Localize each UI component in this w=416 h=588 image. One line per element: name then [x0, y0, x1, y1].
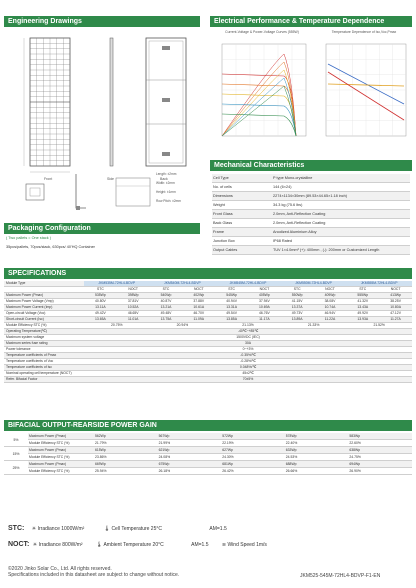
bifacial-eff: 26.42% [221, 468, 285, 475]
spec-value: 0.048%/℃ [84, 365, 412, 371]
back-label: Back [160, 177, 168, 181]
spec-value: 10.74A [314, 305, 347, 311]
efficiency-value: 20.75% [84, 323, 150, 329]
spec-value: -0.28%/℃ [84, 359, 412, 365]
bifacial-eff: 26.18% [158, 468, 222, 475]
mechanical-key: Back Glass [212, 219, 272, 228]
spec-label: Nominal operating cell temperature (NOCT) [4, 371, 84, 377]
mechanical-table [212, 174, 410, 255]
mechanical-value: 144 (6×24) [272, 183, 410, 192]
mechanical-value: P type Mono-crystalline [272, 174, 410, 183]
bifacial-eff: 26.66% [285, 468, 349, 475]
spec-value: 11.09A [182, 317, 215, 323]
engineering-header: Engineering Drawings [4, 16, 200, 27]
spec-value: 540Wp [150, 293, 183, 299]
spec-wide-row [4, 377, 412, 383]
spec-value: 38.08V [314, 299, 347, 305]
height-tolerance: Height: ±1mm [156, 190, 176, 194]
bifacial-header: BIFACIAL OUTPUT-REARSIDE POWER GAIN [4, 420, 412, 431]
mechanical-row [212, 210, 410, 219]
spec-label: Maximum Power Current (Imp) [4, 305, 84, 311]
spec-label: Maximum Power Voltage (Vmp) [4, 299, 84, 305]
spec-value: 13.89A [281, 317, 314, 323]
spec-value: 37.88V [182, 299, 215, 305]
side-view [110, 38, 113, 166]
spec-value: 13.43A [346, 305, 379, 311]
spec-value: 0~+3% [84, 347, 412, 353]
spec-value: 402Wp [182, 293, 215, 299]
mechanical-key: Output Cables [212, 246, 272, 255]
bifacial-eff: 21.99% [158, 440, 222, 447]
front-label: Front [44, 177, 53, 181]
bifacial-power: 583Wp [348, 433, 412, 440]
packaging-note: ( Two pallets = One stack ) [6, 236, 51, 240]
noct-legend [8, 541, 412, 555]
spec-value: 49.54V [215, 311, 248, 317]
spec-label: Short-circuit Current (Isc) [4, 317, 84, 323]
spec-value: 11.27A [379, 317, 412, 323]
stc-header: STC [215, 287, 248, 293]
spec-value: 40.94V [215, 299, 248, 305]
bifacial-eff: 24.75% [348, 454, 412, 461]
noct-ambient-temp: Ambient Temperature 20°C [103, 542, 164, 548]
spec-label: Maximum series fuse rating [4, 341, 84, 347]
spec-label: Maximum Power (Pmax) [4, 293, 84, 299]
spec-value: 405Wp [248, 293, 281, 299]
sun-icon-noct: ☀ [32, 542, 38, 548]
noct-am: AM=1.5 [191, 542, 209, 548]
spec-label: Power tolerance [4, 347, 84, 353]
footer-note: Specifications included in this datasheet are subject to change without notice. [8, 572, 180, 578]
packaging-text: 35pcs/pallets, 70pcs/stack, 630pcs/ 40'HQ Container [6, 245, 95, 249]
model-name: JKM555M-72HL4-BDVP [346, 281, 412, 287]
bifacial-power: 681Wp [221, 461, 285, 468]
bifacial-eff: 26.90% [348, 468, 412, 475]
bifacial-power: 567Wp [158, 433, 222, 440]
noct-wind: Wind Speed 1m/s [227, 542, 267, 548]
mechanical-key: Dimensions [212, 192, 272, 201]
bifacial-table [4, 433, 412, 475]
spec-value: 30A [84, 341, 412, 347]
mechanical-key: Front Glass [212, 210, 272, 219]
tolerance-notes [156, 170, 200, 206]
bifacial-power: 562Wp [94, 433, 158, 440]
length-tolerance: Length: ±2mm [156, 172, 177, 176]
spec-value: 49.92V [346, 311, 379, 317]
bifacial-power-row [4, 447, 412, 454]
specifications-table [4, 281, 412, 383]
doc-code: JKM525-545M-72HL4-BDVP-F1-EN [300, 573, 381, 579]
bifacial-eff: 22.19% [221, 440, 285, 447]
width-tolerance: Width: ±2mm [156, 181, 175, 185]
stc-header: STC [150, 287, 183, 293]
bifacial-eff-row [4, 440, 412, 447]
thermometer-icon: 🌡 [103, 526, 111, 532]
bifacial-eff: 21.79% [94, 440, 158, 447]
spec-value: 11.17A [248, 317, 281, 323]
stc-header: STC [281, 287, 314, 293]
spec-value: 37.81V [117, 299, 150, 305]
spec-label: Refer. Bifacial Factor [4, 377, 84, 383]
mechanical-key: Junction Box [212, 237, 272, 246]
bifacial-eff: 24.08% [158, 454, 222, 461]
bifacial-gain: 5% [4, 433, 28, 447]
mechanical-key: No. of cells [212, 183, 272, 192]
footer-copyright: ©2020 Jinko Solar Co., Ltd. All rights reserved. [8, 566, 112, 572]
wind-icon: ≋ [221, 542, 227, 548]
spec-value: 45±2℃ [84, 371, 412, 377]
stc-legend [8, 525, 412, 539]
efficiency-value: 21.13% [215, 323, 281, 329]
mechanical-row [212, 237, 410, 246]
mechanical-header: Mechanical Characteristics [210, 160, 412, 171]
bifacial-eff-row [4, 468, 412, 475]
spec-value: 409Wp [314, 293, 347, 299]
spec-label: Maximum system voltage [4, 335, 84, 341]
spec-label: Open-circuit Voltage (Voc) [4, 311, 84, 317]
spec-value: 13.75A [150, 317, 183, 323]
iv-chart [212, 30, 312, 158]
packaging-header: Packaging Configuration [4, 223, 200, 234]
bifacial-eff: 23.86% [94, 454, 158, 461]
stc-am: AM=1.5 [209, 526, 227, 532]
mechanical-row [212, 174, 410, 183]
spec-value: 555Wp [346, 293, 379, 299]
spec-value: 10.80A [379, 305, 412, 311]
spec-value: 13.31A [215, 305, 248, 311]
bifacial-eff: 22.40% [285, 440, 349, 447]
noct-header: NOCT [117, 287, 150, 293]
bifacial-eff: 24.53% [285, 454, 349, 461]
spec-value: 46.70V [182, 311, 215, 317]
mechanical-row [212, 219, 410, 228]
spec-value: 398Wp [117, 293, 150, 299]
spec-value: 13.65A [84, 317, 117, 323]
electrical-header: Electrical Performance & Temperature Dependence [210, 16, 412, 27]
bifacial-label: Maximum Power (Pmax) [28, 447, 94, 454]
mechanical-row [212, 228, 410, 237]
model-name: JKM550M-72HL4-BDVP [281, 281, 347, 287]
mechanical-value: 34.3 kg (75.6 lbs) [272, 201, 410, 210]
spec-value: 13.37A [281, 305, 314, 311]
noct-header: NOCT [182, 287, 215, 293]
spec-value: 1500VDC (IEC) [84, 335, 412, 341]
spec-value: 13.93A [346, 317, 379, 323]
mechanical-row [212, 246, 410, 255]
bifacial-eff: 22.60% [348, 440, 412, 447]
spec-value: 13.11A [84, 305, 117, 311]
bifacial-label: Module Efficiency STC (%) [28, 454, 94, 461]
spec-value: 10.69A [248, 305, 281, 311]
mechanical-value: Anodized Aluminium Alloy [272, 228, 410, 237]
spec-label: Temperature coefficients of Voc [4, 359, 84, 365]
spec-value: 550Wp [281, 293, 314, 299]
spec-value: 13.21A [150, 305, 183, 311]
stc-header: STC [84, 287, 117, 293]
temp-chart [316, 30, 412, 158]
spec-value: 49.42V [84, 311, 117, 317]
temp-chart-title: Temperature Dependence of Isc,Voc,Pmax [331, 30, 397, 34]
mechanical-key: Frame [212, 228, 272, 237]
mechanical-value: 2.0mm, Anti-Reflection Coating [272, 219, 410, 228]
noct-header: NOCT [379, 287, 412, 293]
bifacial-gain: 15% [4, 447, 28, 461]
bifacial-power-row [4, 461, 412, 468]
bifacial-power: 633Wp [285, 447, 349, 454]
spec-value: 40.80V [84, 299, 117, 305]
bifacial-eff: 25.94% [94, 468, 158, 475]
mechanical-row [212, 201, 410, 210]
spec-value: 545Wp [215, 293, 248, 299]
spec-value: 10.52A [117, 305, 150, 311]
spec-value: 535Wp [84, 293, 117, 299]
side-label: Side [107, 177, 115, 181]
efficiency-value: 21.33% [281, 323, 347, 329]
model-name: JKM545M-72HL4-BDVP [215, 281, 281, 287]
spec-value: 70±5% [84, 377, 412, 383]
spec-value: 10.61A [182, 305, 215, 311]
spec-value: 11.22A [314, 317, 347, 323]
spec-label: Operating Temperature(℃) [4, 329, 84, 335]
noct-irradiance: Irradiance 800W/m² [38, 542, 83, 548]
thermometer-icon-noct: 🌡 [95, 542, 103, 548]
spec-value: 37.94V [248, 299, 281, 305]
stc-cell-temp: Cell Temperature 25°C [111, 526, 162, 532]
bifacial-power: 578Wp [285, 433, 349, 440]
spec-value: 46.76V [248, 311, 281, 317]
spec-label: Temperature coefficients of Isc [4, 365, 84, 371]
bifacial-power: 675Wp [158, 461, 222, 468]
bifacial-power: 688Wp [285, 461, 349, 468]
spec-value: 47.12V [379, 311, 412, 317]
noct-header: NOCT [248, 287, 281, 293]
spec-label: Temperature coefficients of Pmax [4, 353, 84, 359]
stc-label: STC: [8, 525, 25, 532]
noct-header: NOCT [314, 287, 347, 293]
iv-curves [212, 34, 312, 152]
bifacial-eff: 24.30% [221, 454, 285, 461]
spec-value: -0.35%/℃ [84, 353, 412, 359]
bifacial-label: Maximum Power (Pmax) [28, 433, 94, 440]
bifacial-eff-row [4, 454, 412, 461]
model-name: JKM540M-72HL4-BDVP [150, 281, 216, 287]
noct-label: NOCT: [8, 541, 30, 548]
bifacial-power: 572Wp [221, 433, 285, 440]
mechanical-row [212, 183, 410, 192]
module-type-label: Module Type [4, 281, 84, 287]
mechanical-value: IP68 Rated [272, 237, 410, 246]
mechanical-key: Weight [212, 201, 272, 210]
iv-chart-title: Current-Voltage & Power-Voltage Curves (555W) [225, 30, 299, 34]
mechanical-value: TUV 1×4.0mm² (+): 400mm , (-): 200mm or Customized Length [272, 246, 410, 255]
spec-value: 49.48V [150, 311, 183, 317]
model-name: JKM535M-72HL4-BDVP [84, 281, 150, 287]
back-view [146, 38, 186, 166]
spec-value: 41.32V [346, 299, 379, 305]
bifacial-power: 615Wp [94, 447, 158, 454]
spec-value: 49.73V [281, 311, 314, 317]
bifacial-label: Maximum Power (Pmax) [28, 461, 94, 468]
specifications-header: SPECIFICATIONS [4, 268, 412, 279]
spec-value: 41.15V [281, 299, 314, 305]
mechanical-row [212, 192, 410, 201]
spec-value: 46.94V [314, 311, 347, 317]
bifacial-power: 638Wp [348, 447, 412, 454]
stc-irradiance: Irradiance 1000W/m² [37, 526, 85, 532]
front-view [30, 38, 70, 166]
spec-value: 38.25V [379, 299, 412, 305]
bifacial-power: 694Wp [348, 461, 412, 468]
spec-value: 40.87V [150, 299, 183, 305]
mechanical-value: 2.0mm, Anti-Reflection Coating [272, 210, 410, 219]
spec-value: 413Wp [379, 293, 412, 299]
efficiency-value: 20.94% [150, 323, 216, 329]
spec-value: 46.65V [117, 311, 150, 317]
mechanical-key: Cell Type [212, 174, 272, 183]
spec-value: 13.85A [215, 317, 248, 323]
bifacial-power: 627Wp [221, 447, 285, 454]
efficiency-value: 21.52% [346, 323, 412, 329]
bifacial-gain: 25% [4, 461, 28, 475]
sun-icon: ☀ [31, 526, 37, 532]
efficiency-label: Module Efficiency STC (%) [4, 323, 84, 329]
stc-header: STC [346, 287, 379, 293]
mechanical-value: 2274×1134×30mm (89.53×44.65×1.18 inch) [272, 192, 410, 201]
bifacial-label: Module Efficiency STC (%) [28, 440, 94, 447]
row-pitch-tolerance: Row Pitch: ±2mm [156, 199, 181, 203]
bifacial-label: Module Efficiency STC (%) [28, 468, 94, 475]
bifacial-power: 669Wp [94, 461, 158, 468]
bifacial-power: 621Wp [158, 447, 222, 454]
spec-value: 11.01A [117, 317, 150, 323]
spec-value: -40℃~+85℃ [84, 329, 412, 335]
temp-curves [316, 34, 412, 152]
